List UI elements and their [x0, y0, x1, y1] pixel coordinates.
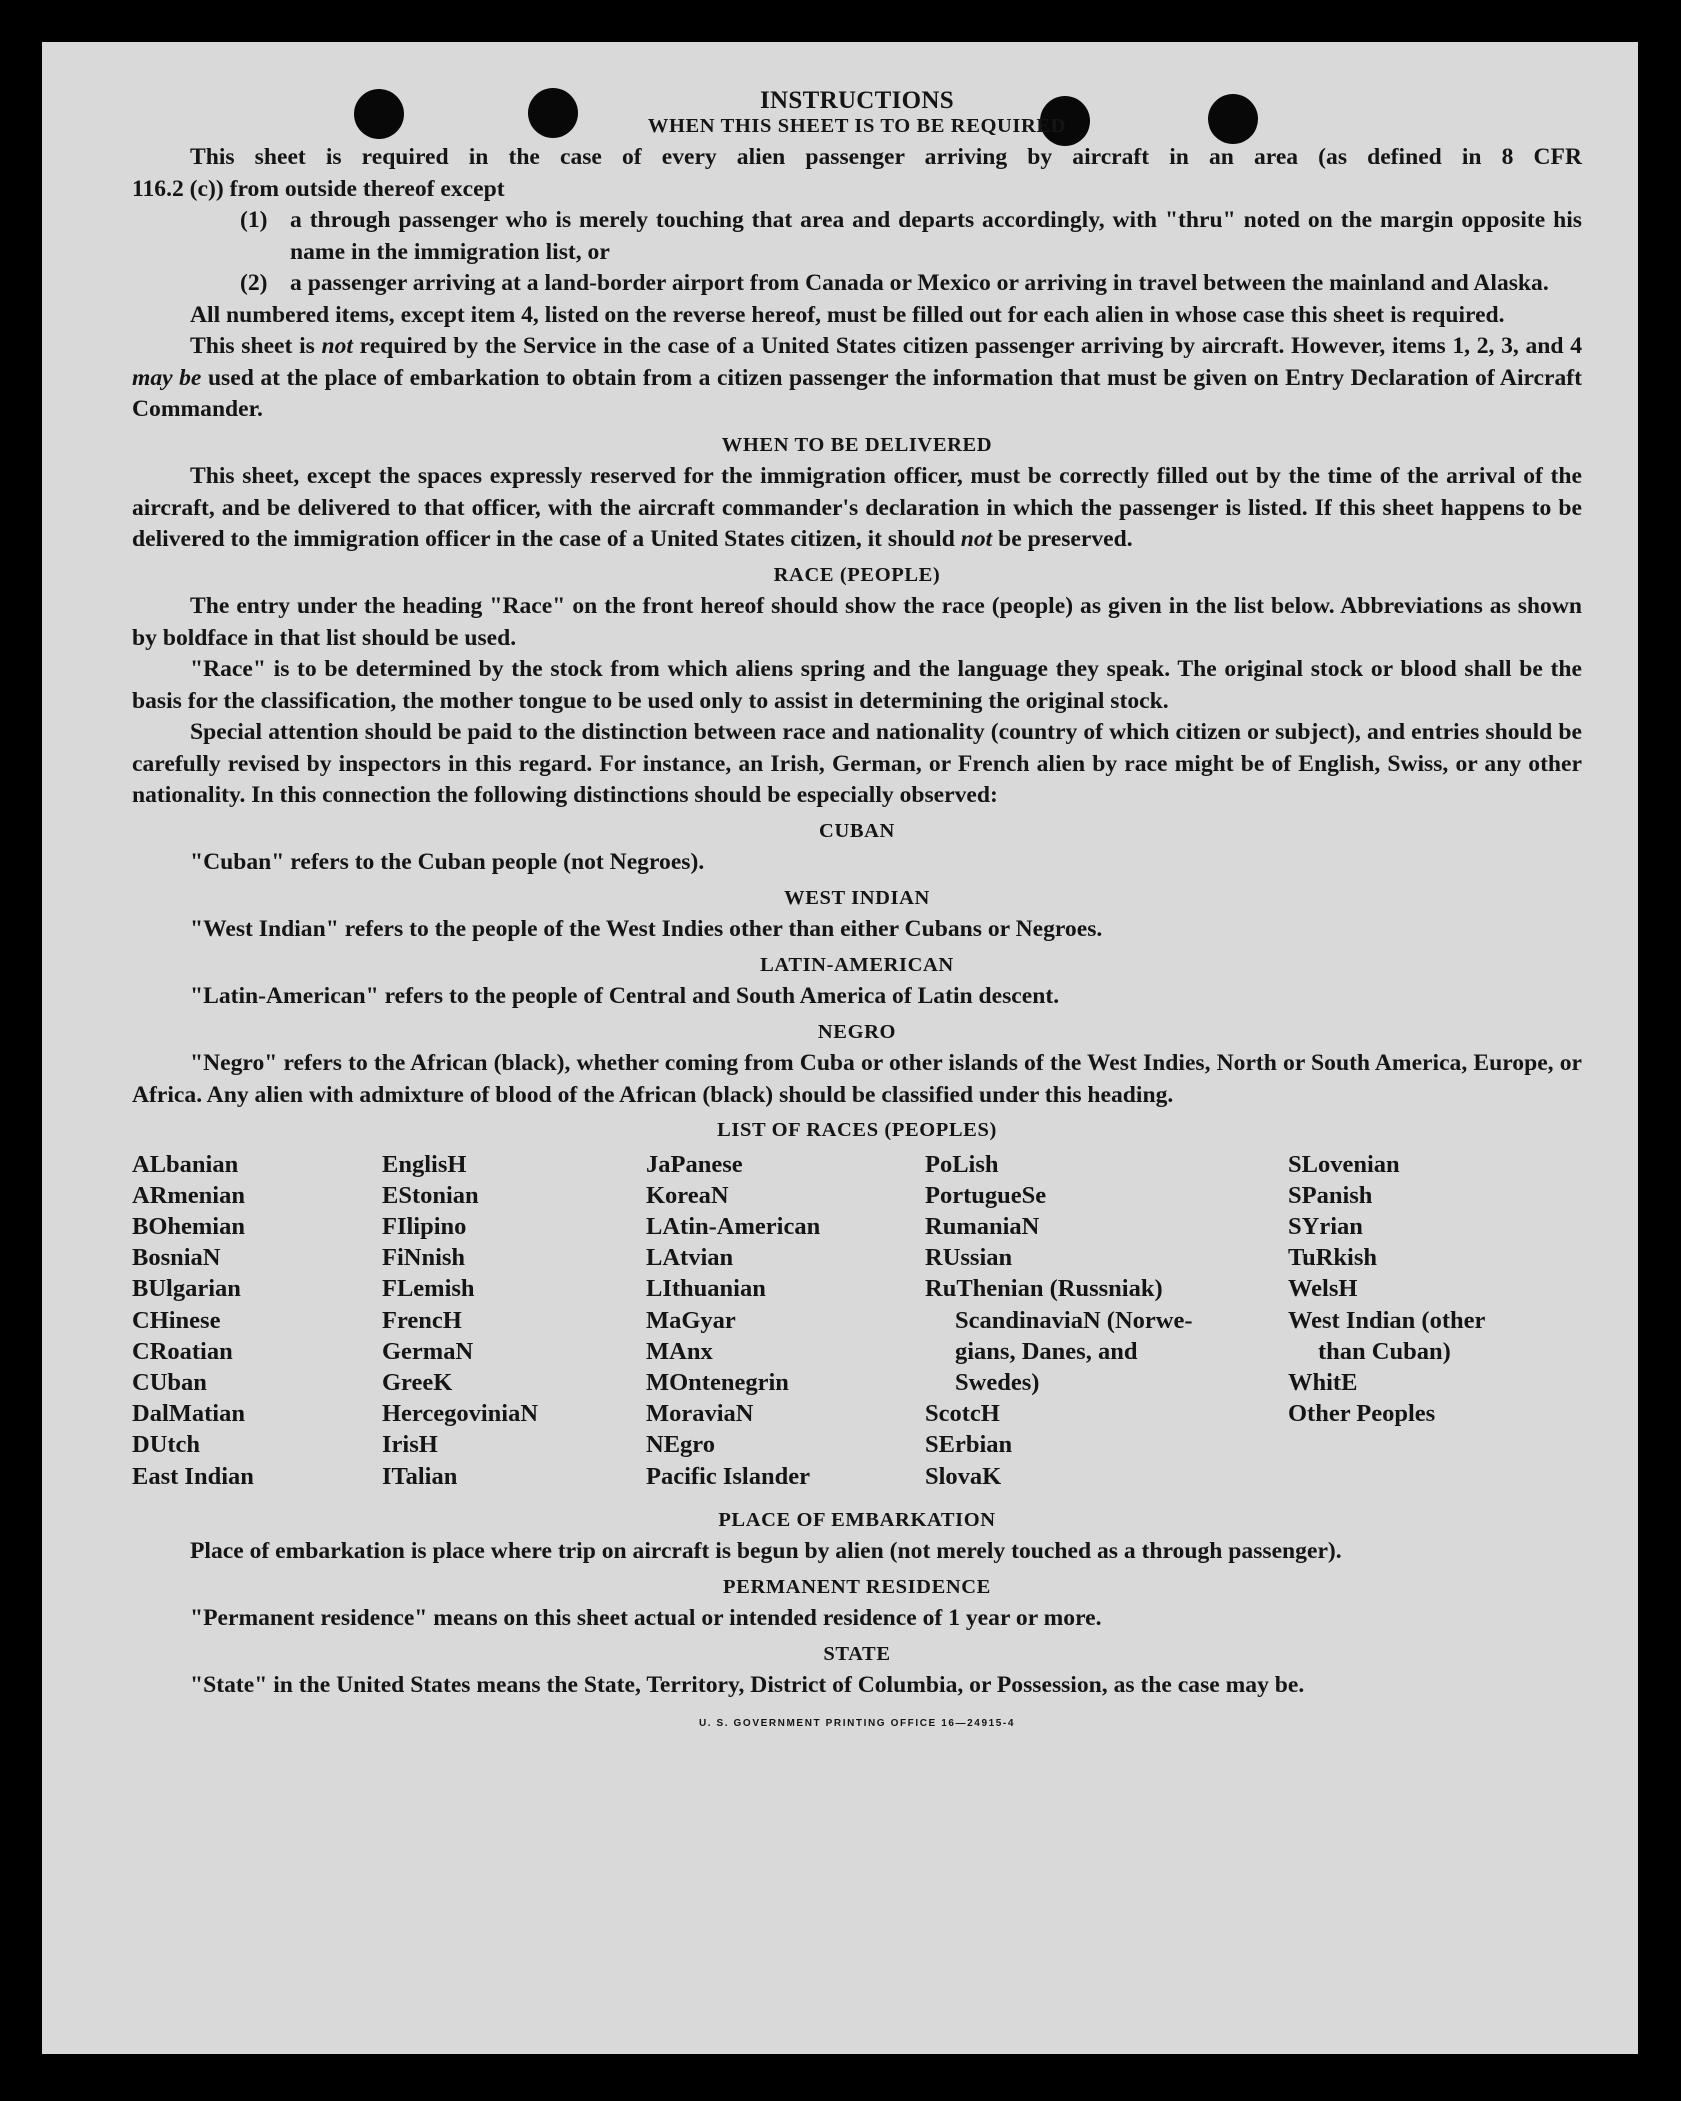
document-sheet [42, 42, 1638, 2054]
race-list-entry: West Indian (other [1288, 1306, 1486, 1334]
negro-definition: "Negro" refers to the African (black), whether coming from Cuba or other islands of the West Indies, North or South America, Europe, or Africa. Any alien with admixture of blood of the African (black) should be classified under this heading. [132, 1050, 1582, 1108]
race-list-column-2 [382, 1149, 538, 1492]
race-list-entry: SlovaK [925, 1462, 1002, 1490]
race-list-entry: ITalian [382, 1462, 458, 1490]
race-list-column-4 [925, 1149, 1207, 1492]
race-list-entry: WelsH [1288, 1275, 1358, 1303]
section-heading-latin-american: LATIN-AMERICAN [760, 953, 954, 976]
page-title: INSTRUCTIONS [760, 87, 954, 114]
race-list-column-1 [132, 1149, 254, 1492]
latin-american-definition: "Latin-American" refers to the people of Central and South America of Latin descent. [190, 983, 1060, 1009]
race-list-entry: HercegoviniaN [382, 1400, 539, 1428]
race-list-entry: LAtvian [646, 1244, 734, 1272]
race-list-entry: EStonian [382, 1181, 479, 1209]
race-list-entry: FiNnish [382, 1244, 466, 1272]
delivered-text: This sheet, except the spaces expressly reserved for the immigration officer, must be correctly filled out by the time of the arrival of the aircraft, and be delivered to that officer, with the aircraft commander's declaration in which the passenger is listed. If this sheet happens to be delivered to the immigration officer in the case of a United States citizen, it should [132, 463, 1582, 552]
section-heading-cuban: CUBAN [819, 819, 895, 842]
citizen-text: required by the Service in the case of a United States citizen passenger arriving by aircraft. However, items 1, 2, 3, and 4 [352, 333, 1582, 359]
race-list-entry: EnglisH [382, 1150, 467, 1178]
race-list-entry: SLovenian [1288, 1150, 1400, 1178]
race-paragraph-1: The entry under the heading "Race" on the front hereof should show the race (people) as given in the list below. Abbreviations as shown by boldface in that list should be used. [132, 593, 1582, 651]
race-list-entry: Other Peoples [1288, 1400, 1436, 1428]
section-heading-race: RACE (PEOPLE) [773, 563, 941, 586]
emphasis-not: not [960, 526, 993, 552]
race-list-entry: SPanish [1288, 1181, 1373, 1209]
residence-definition: "Permanent residence" means on this sheet actual or intended residence of 1 year or more. [190, 1605, 1102, 1631]
section-heading-delivered: WHEN TO BE DELIVERED [721, 433, 993, 456]
cuban-definition: "Cuban" refers to the Cuban people (not Negroes). [190, 849, 705, 875]
section-heading-negro: NEGRO [817, 1020, 897, 1043]
race-list-entry: SYrian [1288, 1212, 1363, 1240]
exception-item-2 [132, 268, 1582, 300]
race-list-entry: FrencH [382, 1306, 462, 1334]
section-heading-residence: PERMANENT RESIDENCE [723, 1575, 991, 1598]
race-list-entry: RUssian [925, 1244, 1013, 1272]
exception-item-1 [132, 205, 1582, 268]
race-list-entry: LIthuanian [646, 1275, 766, 1303]
race-list-entry: CHinese [132, 1306, 221, 1334]
race-list-entry: MaGyar [646, 1306, 736, 1334]
exception-number: (2) [240, 270, 268, 296]
section-heading-west-indian: WEST INDIAN [784, 886, 930, 909]
race-list-entry: WhitE [1288, 1368, 1358, 1396]
race-list-entry: GermaN [382, 1337, 474, 1365]
intro-paragraph-line2: 116.2 (c)) from outside thereof except [132, 175, 505, 202]
delivered-text: be preserved. [992, 526, 1133, 552]
section-heading-state: STATE [823, 1642, 891, 1665]
citizen-paragraph [132, 331, 1582, 426]
race-list-entry: FLemish [382, 1275, 475, 1303]
race-list-entry: ScotcH [925, 1400, 1000, 1428]
west-indian-definition: "West Indian" refers to the people of the West Indies other than either Cubans or Negroes. [190, 916, 1103, 942]
exception-number: (1) [240, 207, 268, 233]
race-list-entry: PoLish [925, 1150, 999, 1178]
citizen-text: used at the place of embarkation to obtain from a citizen passenger the information that must be given on Entry Declaration of Aircraft Commander. [132, 364, 1582, 422]
race-list-entry: East Indian [132, 1462, 254, 1490]
race-list-column-3 [646, 1149, 820, 1492]
race-list-entry: DUtch [132, 1431, 201, 1459]
race-list-entry: BosniaN [132, 1244, 221, 1272]
race-list-column-5 [1288, 1149, 1540, 1430]
citizen-text: This sheet is [190, 333, 322, 359]
race-list-entry: SErbian [925, 1431, 1013, 1459]
race-list-entry: KoreaN [646, 1181, 729, 1209]
race-list-entry: PortugueSe [925, 1181, 1047, 1209]
race-list-entry: CUban [132, 1368, 207, 1396]
printing-office-imprint: U. S. GOVERNMENT PRINTING OFFICE 16—24915-4 [698, 1717, 1016, 1729]
race-list-entry: ALbanian [132, 1150, 239, 1178]
race-list-entry: BOhemian [132, 1212, 245, 1240]
state-definition: "State" in the United States means the State, Territory, District of Columbia, or Possession, as the case may be. [190, 1672, 1305, 1698]
numbered-items-paragraph: All numbered items, except item 4, listed on the reverse hereof, must be filled out for each alien in whose case this sheet is required. [190, 301, 1505, 328]
exception-text: a through passenger who is merely touching that area and departs accordingly, with "thru" noted on the margin opposite his name in the immigration list, or [290, 207, 1582, 265]
race-list-entry: Swedes) [955, 1368, 1040, 1396]
race-list-entry: JaPanese [646, 1150, 743, 1178]
race-list-entry: than Cuban) [1318, 1337, 1451, 1365]
race-paragraph-2: "Race" is to be determined by the stock from which aliens spring and the language they speak. The original stock or blood shall be the basis for the classification, the mother tongue to be used only to assist in determining the original stock. [132, 656, 1582, 714]
race-list-entry: NEgro [646, 1431, 715, 1459]
race-list-entry: DalMatian [132, 1400, 245, 1428]
section-heading-list-of-races: LIST OF RACES (PEOPLES) [717, 1119, 997, 1141]
section-heading-embarkation: PLACE OF EMBARKATION [718, 1508, 996, 1531]
race-list-entry: gians, Danes, and [955, 1337, 1138, 1365]
race-list-entry: IrisH [382, 1431, 438, 1459]
race-list-entry: RumaniaN [925, 1212, 1040, 1240]
instructions-body [132, 85, 1582, 1739]
race-list-entry: FIlipino [382, 1212, 467, 1240]
race-list-entry: BUlgarian [132, 1275, 241, 1303]
race-list [132, 1149, 1582, 1501]
race-list-entry: RuThenian (Russniak) [925, 1275, 1163, 1303]
race-list-entry: LAtin-American [646, 1212, 821, 1240]
intro-paragraph-line1: This sheet is required in the case of every alien passenger arriving by aircraft in an area (as defined in 8 CFR [190, 144, 1582, 170]
race-list-entry: ARmenian [132, 1181, 245, 1209]
race-list-entry: ScandinaviaN (Norwe- [955, 1306, 1193, 1334]
race-list-entry: MOntenegrin [646, 1368, 789, 1396]
race-list-entry: GreeK [382, 1368, 453, 1396]
exception-text: a passenger arriving at a land-border airport from Canada or Mexico or arriving in travel between the mainland and Alaska. [290, 270, 1549, 296]
race-list-entry: MoraviaN [646, 1400, 754, 1428]
race-list-entry: MAnx [646, 1337, 713, 1365]
emphasis-not: not [321, 333, 353, 359]
race-paragraph-3: Special attention should be paid to the distinction between race and nationality (country of which citizen or subject), and entries should be carefully revised by inspectors in this regard. For instance, an Irish, German, or French alien by race might be of English, Swiss, or any other nationality. In this connection the following distinctions should be especially observed: [132, 719, 1582, 808]
section-heading-required: WHEN THIS SHEET IS TO BE REQUIRED [647, 114, 1067, 137]
delivered-paragraph [132, 461, 1582, 556]
emphasis-may-be: may be [132, 364, 202, 391]
race-list-entry: Pacific Islander [646, 1462, 810, 1490]
race-list-entry: TuRkish [1288, 1244, 1378, 1272]
embarkation-definition: Place of embarkation is place where trip on aircraft is begun by alien (not merely touched as a through passenger). [190, 1538, 1342, 1564]
race-list-entry: CRoatian [132, 1337, 233, 1365]
